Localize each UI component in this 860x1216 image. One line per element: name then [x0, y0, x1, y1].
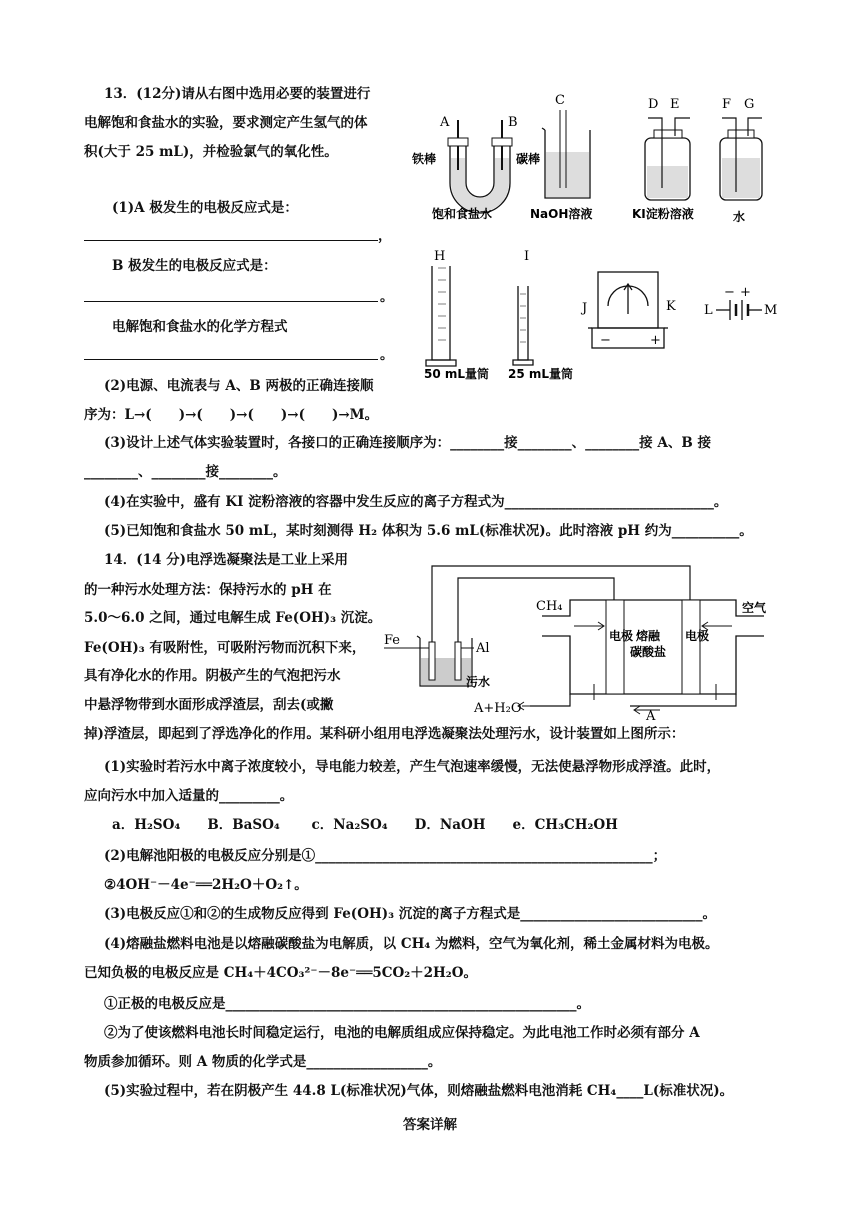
q14-part4d: ②为了使该燃料电池长时间稳定运行，电池的电解质组成应保持稳定。为此电池工作时必须有部分 A: [104, 1025, 700, 1041]
fuel-cell-figure: [380, 556, 780, 728]
q14-part2a: (2)电解池阳极的电极反应分别是①__________________________________________________；: [104, 848, 667, 864]
stopper-a: [448, 138, 468, 146]
q13-part1c: 电解饱和食盐水的化学方程式: [112, 319, 288, 335]
q13-part2a: (2)电源、电流表与 A、B 两极的正确连接顺: [104, 378, 374, 394]
label-g: G: [744, 97, 755, 112]
q13-intro-line2: 电解饱和食盐水的实验，要求测定产生氢气的体: [84, 115, 368, 131]
label-c: C: [555, 93, 565, 108]
cyl50-label: 50 mL量筒: [424, 367, 490, 381]
answer-blank-1[interactable]: [84, 240, 378, 241]
cylinder-25ml: [513, 286, 533, 365]
q13-part2b: 序为：L→( )→( )→( )→( )→M。: [84, 407, 379, 423]
q14-intro-line5: 具有净化水的作用。阴极产生的气泡把污水: [84, 668, 341, 684]
label-d: D: [648, 97, 659, 112]
q13-part5: (5)已知饱和食盐水 50 mL，某时刻测得 H₂ 体积为 5.6 mL(标准状况)。此时溶液 pH 约为__________。: [104, 523, 753, 539]
blank1-end: ，: [378, 228, 392, 244]
ammeter-minus: −: [600, 333, 611, 348]
electrode-left-1: 电极: [609, 629, 634, 643]
battery: [716, 300, 762, 320]
wastewater-label: 污水: [466, 675, 491, 689]
brine-liquid: [451, 158, 509, 212]
cell-outlet: [530, 694, 736, 706]
negative-electrode: [606, 600, 624, 694]
ch4-label: CH₄: [536, 599, 563, 614]
q13-part3b: ________、________接________。: [84, 464, 287, 480]
q14-part1a: (1)实验时若污水中离子浓度较小，导电能力较差，产生气泡速率缓慢，无法使悬浮物形成浮渣。此时，: [104, 759, 721, 775]
stopper-b: [492, 138, 512, 146]
label-k: K: [666, 299, 676, 314]
label-j: J: [582, 301, 588, 316]
electrode-right-1: 电极: [685, 629, 710, 643]
label-h: H: [434, 249, 446, 264]
q14-part5: (5)实验过程中，若在阴极产生 44.8 L(标准状况)气体，则熔融盐燃料电池消耗 CH₄____L(标准状况)。: [104, 1083, 734, 1099]
cylinder-25ml-ticks: [520, 294, 526, 342]
q13-part1b: B 极发生的电极反应式是：: [112, 258, 277, 274]
label-b: B: [508, 115, 518, 130]
q14-part4e: 物质参加循环。则 A 物质的化学式是__________________。: [84, 1054, 442, 1070]
q14-intro-line7: 掉)浮渣层，即起到了浮选净化的作用。某科研小组用电浮选凝聚法处理污水，设计装置如上图所示：: [84, 726, 685, 742]
blank2-end: 。: [380, 289, 394, 305]
label-f: F: [722, 97, 732, 112]
label-l: L: [704, 303, 713, 318]
q14-intro-line6: 中悬浮物带到水面形成浮渣层，刮去(或撇: [84, 697, 334, 713]
q14-part4a: (4)熔融盐燃料电池是以熔融碳酸盐为电解质，以 CH₄ 为燃料，空气为氧化剂，稀土金属材料为电极。: [104, 936, 719, 952]
q13-intro-line1: 13．(12分)请从右图中选用必要的装置进行: [104, 86, 371, 102]
q14-part2b: ②4OH⁻－4e⁻══2H₂O＋O₂↑。: [104, 877, 308, 893]
iron-rod-label: 铁棒: [412, 152, 437, 166]
q14-intro-line3: 5.0～6.0 之间，通过电解生成 Fe(OH)₃ 沉淀。: [84, 610, 382, 626]
fe-electrode: [429, 642, 435, 680]
carbon-rod-label: 碳棒: [516, 152, 541, 166]
al-label: Al: [476, 641, 490, 656]
al-electrode: [455, 642, 461, 680]
naoh-liquid: [546, 152, 589, 197]
q14-part4b: 已知负极的电极反应是 CH₄＋4CO₃²⁻－8e⁻══5CO₂＋2H₂O。: [84, 965, 477, 981]
fe-label: Fe: [384, 633, 401, 648]
positive-electrode: [682, 600, 700, 694]
water-label: 水: [733, 210, 746, 224]
cell-top: [542, 600, 764, 616]
q14-part3: (3)电极反应①和②的生成物反应得到 Fe(OH)₃ 沉淀的离子方程式是___________________________。: [104, 906, 716, 922]
label-m: M: [764, 303, 778, 318]
battery-minus: −: [724, 285, 735, 300]
q14-part1b: 应向污水中加入适量的_________。: [84, 788, 294, 804]
air-label: 空气: [742, 601, 767, 615]
q13-part1a: (1)A 极发生的电极反应式是：: [112, 200, 298, 216]
naoh-label: NaOH溶液: [530, 207, 593, 221]
q14-intro-line2: 的一种污水处理方法：保持污水的 pH 在: [84, 582, 332, 598]
q14-intro-line4: Fe(OH)₃ 有吸附性，可吸附污物而沉积下来，: [84, 640, 366, 656]
apparatus-figure: [400, 88, 800, 384]
q13-part3a: (3)设计上述气体实验装置时，各接口的正确连接顺序为：________接________、________接 A、B 接: [104, 435, 711, 451]
answer-heading: 答案详解: [403, 1117, 457, 1133]
bottle-fg-stopper: [728, 130, 754, 138]
label-i: I: [524, 249, 530, 264]
bottle-de-stopper: [654, 130, 682, 138]
cyl25-label: 25 mL量筒: [508, 367, 574, 381]
molten-label-1: 熔融: [636, 629, 661, 643]
a-label: A: [646, 709, 656, 724]
blank3-end: 。: [380, 347, 394, 363]
label-e: E: [670, 97, 680, 112]
q13-part4: (4)在实验中，盛有 KI 淀粉溶液的容器中发生反应的离子方程式为_______________________________。: [104, 494, 728, 510]
q14-options: a．H₂SO₄ B．BaSO₄ c．Na₂SO₄ D．NaOH e．CH₃CH₂OH: [112, 817, 618, 833]
brine-label: 饱和食盐水: [432, 207, 493, 221]
molten-label-2: 碳酸盐: [630, 645, 667, 659]
ki-liquid: [647, 166, 688, 198]
label-a: A: [440, 115, 450, 130]
q14-intro-line1: 14．(14 分)电浮选凝聚法是工业上采用: [104, 552, 349, 568]
answer-blank-2[interactable]: [84, 301, 378, 302]
answer-blank-3[interactable]: [84, 359, 378, 360]
cylinder-50ml-ticks: [438, 268, 446, 340]
battery-plus: +: [740, 285, 751, 300]
q14-part4c: ①正极的电极反应是____________________________________________________。: [104, 996, 590, 1012]
q13-intro-line3: 积(大于 25 mL)，并检验氯气的氧化性。: [84, 144, 338, 160]
ammeter-plus: +: [650, 333, 661, 348]
water-liquid: [722, 158, 760, 198]
a-h2o-label: A+H₂O: [474, 701, 522, 716]
ki-label: KI淀粉溶液: [632, 207, 694, 221]
